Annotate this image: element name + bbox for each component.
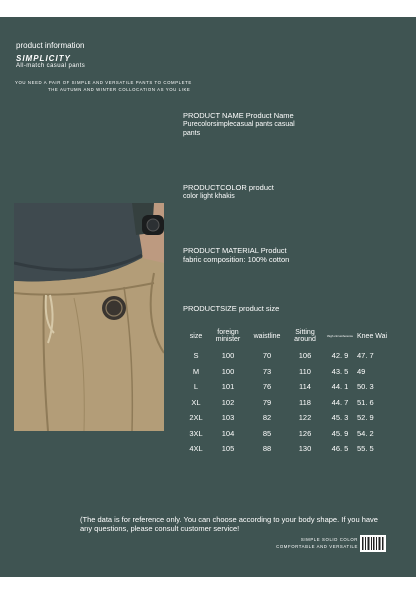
size-cell: 82 <box>262 413 272 423</box>
product-name-line-1: PRODUCT NAME Product Name <box>183 111 294 120</box>
size-cell: 105 <box>221 444 235 454</box>
size-cell: 42. 9 <box>331 351 349 361</box>
intro-subtitle: All-match casual pants <box>16 63 86 69</box>
size-cell: 49 <box>357 366 366 376</box>
size-cell: 104 <box>221 428 235 438</box>
size-cell: 51. 6 <box>357 397 374 407</box>
product-color-line-2: color light khakis <box>183 193 235 200</box>
size-cell: L <box>193 382 199 392</box>
product-size-title: PRODUCTSIZE product size <box>183 304 280 313</box>
size-cell: 100 <box>221 351 235 361</box>
product-photo <box>14 203 164 431</box>
header-size: size <box>189 332 203 340</box>
product-info-panel <box>0 17 416 577</box>
intro-line-2: THE AUTUMN AND WINTER COLLOCATION AS YOU LIKE <box>48 87 191 92</box>
product-material-line-1: PRODUCT MATERIAL Product <box>183 246 287 255</box>
size-cell: 45. 9 <box>331 428 349 438</box>
footer-line-2: COMFORTABLE AND VERSATILE <box>276 544 358 549</box>
size-cell: 43. 5 <box>331 366 349 376</box>
header-foreign-minister: foreign minister <box>215 329 241 343</box>
size-cell: 70 <box>262 351 272 361</box>
size-cell: XL <box>191 397 201 407</box>
size-cell: 52. 9 <box>357 413 374 423</box>
size-cell: 126 <box>298 428 312 438</box>
size-row <box>183 410 397 426</box>
size-cell: 88 <box>262 444 272 454</box>
product-name-block <box>183 111 295 138</box>
size-row <box>183 364 397 380</box>
size-cell: 122 <box>298 413 312 423</box>
header-thigh: thigh circumference <box>326 334 354 338</box>
size-row <box>183 426 397 442</box>
product-photo-illustration <box>14 203 164 431</box>
header-waistline: waistline <box>253 332 281 340</box>
barcode-icon <box>360 535 386 552</box>
product-name-line-2: Purecolorsimplecasual pants casual <box>183 121 295 128</box>
size-cell: 44. 7 <box>331 397 349 407</box>
size-row <box>183 441 397 457</box>
intro-title: product information <box>16 41 85 50</box>
size-cell: S <box>193 351 199 361</box>
size-cell: M <box>192 366 200 376</box>
product-material-line-2: fabric composition: 100% cotton <box>183 255 290 264</box>
size-cell: 110 <box>299 366 311 376</box>
size-row <box>183 379 397 395</box>
size-cell: 44. 1 <box>331 382 349 392</box>
size-cell: 55. 5 <box>357 444 374 454</box>
size-cell: 47. 7 <box>357 351 374 361</box>
size-cell: 118 <box>299 397 311 407</box>
size-cell: 114 <box>299 382 311 392</box>
footer-line-1: SIMPLE SOLID COLOR <box>300 537 358 542</box>
size-cell: 3XL <box>189 428 203 438</box>
product-color-line-1: PRODUCTCOLOR product <box>183 183 274 192</box>
product-material-block <box>183 246 289 264</box>
reference-note: (The data is for reference only. You can choose according to your body shape. If you have any questions, please consult customer service! <box>80 515 378 533</box>
header-knee: Knee Wai <box>357 332 388 340</box>
size-cell: 130 <box>298 444 312 454</box>
size-table-header <box>183 324 397 348</box>
intro-brand: SIMPLICITY <box>16 54 71 63</box>
size-cell: 100 <box>221 366 235 376</box>
size-cell: 102 <box>221 397 235 407</box>
size-cell: 101 <box>221 382 235 392</box>
size-row <box>183 348 397 364</box>
size-cell: 76 <box>262 382 272 392</box>
size-cell: 4XL <box>189 444 203 454</box>
intro-line-1: YOU NEED A PAIR OF SIMPLE AND VERSATILE PANTS TO COMPLETE <box>15 80 192 85</box>
size-cell: 106 <box>298 351 312 361</box>
size-row <box>183 395 397 411</box>
product-name-line-3: pants <box>183 130 201 137</box>
size-cell: 103 <box>221 413 235 423</box>
size-cell: 85 <box>262 428 272 438</box>
size-table <box>183 324 397 457</box>
size-table-body <box>183 348 397 457</box>
size-cell: 2XL <box>189 413 203 423</box>
size-cell: 79 <box>262 397 272 407</box>
size-cell: 73 <box>262 366 272 376</box>
size-cell: 50. 3 <box>357 382 374 392</box>
size-cell: 46. 5 <box>331 444 349 454</box>
header-sitting-around: Sitting around <box>294 329 316 343</box>
product-color-block <box>183 183 274 201</box>
size-cell: 54. 2 <box>357 428 374 438</box>
size-cell: 45. 3 <box>331 413 349 423</box>
